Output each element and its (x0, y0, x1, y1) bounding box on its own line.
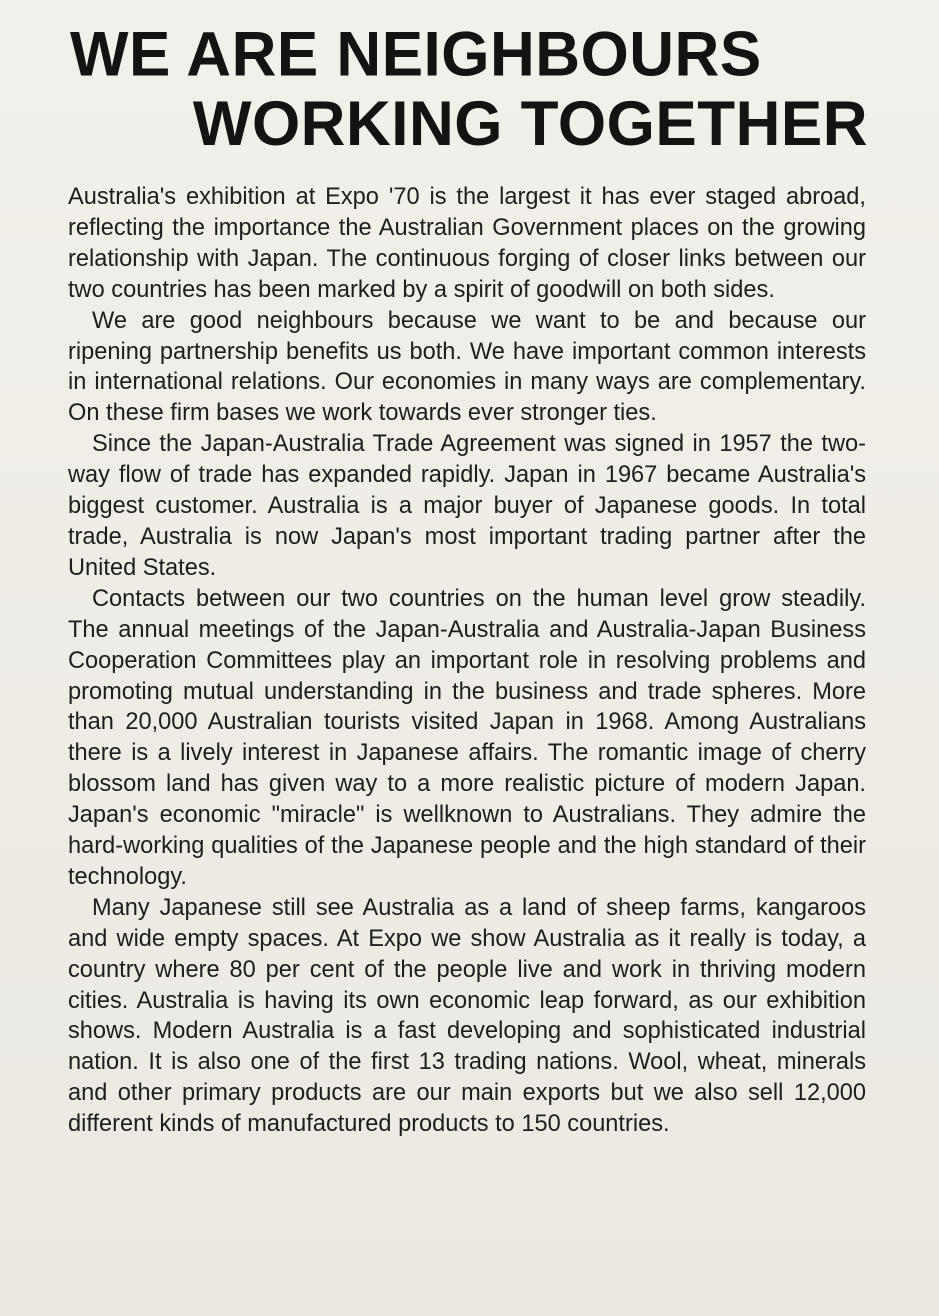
headline-line-2: WORKING TOGETHER (192, 88, 868, 160)
paragraph-4: Contacts between our two countries on the human level grow steadily. The annual meetings of the Japan-Australia and Australia-Japan Business Cooperation Committees play an important role in resolving problems and promoting mutual understanding in the business and trade spheres. More than 20,000 Australian tourists visited Japan in 1968. Among Australians there is a lively interest in Japanese affairs. The romantic image of cherry blossom land has given way to a more realistic picture of modern Japan. Japan's economic "miracle" is wellknown to Australians. They admire the hard-working qualities of the Japanese people and the high standard of their technology. (68, 585, 866, 890)
article-body (68, 182, 866, 1140)
headline (70, 21, 870, 160)
paragraph-1: Australia's exhibition at Expo '70 is the largest it has ever staged abroad, reflecting the importance the Australian Government places on the growing relationship with Japan. The continuous forging of closer links between our two countries has been marked by a spirit of goodwill on both sides. (68, 184, 866, 303)
paragraph-3: Since the Japan-Australia Trade Agreement was signed in 1957 the two-way flow of trade has expanded rapidly. Japan in 1967 became Australia's biggest customer. Australia is a major buyer of Japanese goods. In total trade, Australia is now Japan's most important trading partner after the United States. (68, 431, 866, 581)
paragraph-2: We are good neighbours because we want to be and because our ripening partnership benefits us both. We have important common interests in international relations. Our economies in many ways are complementary. On these firm bases we work towards ever stronger ties. (68, 307, 866, 427)
headline-line-1: WE ARE NEIGHBOURS (70, 19, 762, 91)
paragraph-5: Many Japanese still see Australia as a land of sheep farms, kangaroos and wide empty spaces. At Expo we show Australia as it really is today, a country where 80 per cent of the people live and work in thriving modern cities. Australia is having its own economic leap forward, as our exhibition shows. Modern Australia is a fast developing and sophisticated industrial nation. It is also one of the first 13 trading nations. Wool, wheat, minerals and other primary products are our main exports but we also sell 12,000 different kinds of manufactured products to 150 countries. (68, 894, 866, 1138)
